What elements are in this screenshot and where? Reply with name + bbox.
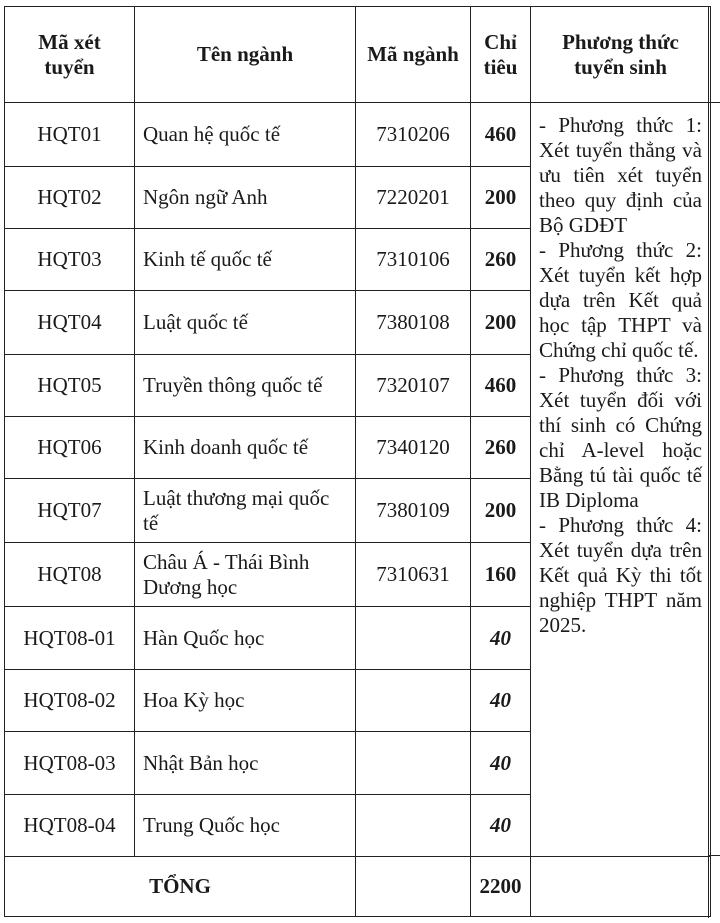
- cell-quota: 40: [471, 607, 531, 670]
- total-label: TỔNG: [5, 857, 356, 917]
- cell-quota: 200: [471, 291, 531, 355]
- cell-code: HQT02: [5, 167, 135, 229]
- cell-quota: 160: [471, 543, 531, 607]
- cell-code: HQT08-02: [5, 670, 135, 732]
- cell-name: Trung Quốc học: [135, 795, 356, 857]
- cell-quota: 200: [471, 479, 531, 543]
- method-item: - Phương thức 2: Xét tuyển kết hợp dựa trên Kết quả học tập THPT và Chứng chỉ quốc tế.: [539, 238, 702, 362]
- cell-major-code: 7310206: [356, 103, 471, 167]
- header-method: Phương thức tuyển sinh: [531, 7, 711, 103]
- cell-major-code: 7310631: [356, 543, 471, 607]
- total-quota: 2200: [471, 857, 531, 917]
- method-item: - Phương thức 4: Xét tuyển dựa trên Kết quả Kỳ thi tốt nghiệp THPT năm 2025.: [539, 513, 702, 637]
- total-major-code-empty: [356, 857, 471, 917]
- admission-table: [4, 6, 711, 917]
- cell-quota: 460: [471, 103, 531, 167]
- cell-code: HQT08-01: [5, 607, 135, 670]
- cell-major-code: 7340120: [356, 417, 471, 479]
- cell-name: Luật quốc tế: [135, 291, 356, 355]
- cell-name: Truyền thông quốc tế: [135, 355, 356, 417]
- cell-quota: 40: [471, 795, 531, 857]
- total-method-empty: [531, 857, 711, 917]
- cell-name: Châu Á - Thái Bình Dương học: [135, 543, 356, 607]
- cell-quota: 200: [471, 167, 531, 229]
- adjacent-column-line: [708, 855, 720, 856]
- cell-code: HQT08-04: [5, 795, 135, 857]
- cell-code: HQT08: [5, 543, 135, 607]
- cell-major-code: 7310106: [356, 229, 471, 291]
- admission-methods: [531, 103, 711, 857]
- cell-code: HQT03: [5, 229, 135, 291]
- cell-code: HQT08-03: [5, 732, 135, 795]
- cell-major-code: [356, 795, 471, 857]
- cell-major-code: 7220201: [356, 167, 471, 229]
- cell-code: HQT01: [5, 103, 135, 167]
- header-row: [5, 7, 711, 103]
- adjacent-column-edge: [708, 6, 720, 918]
- cell-quota: 260: [471, 417, 531, 479]
- method-item: - Phương thức 3: Xét tuyển đối với thí sinh có Chứng chỉ A-level hoặc Bằng tú tài quốc tế IB Diploma: [539, 363, 702, 512]
- cell-name: Hàn Quốc học: [135, 607, 356, 670]
- cell-major-code: 7380108: [356, 291, 471, 355]
- cell-name: Kinh tế quốc tế: [135, 229, 356, 291]
- cell-name: Hoa Kỳ học: [135, 670, 356, 732]
- cell-name: Nhật Bản học: [135, 732, 356, 795]
- cell-name: Ngôn ngữ Anh: [135, 167, 356, 229]
- cell-code: HQT05: [5, 355, 135, 417]
- adjacent-column-line: [708, 102, 720, 103]
- header-quota: Chỉ tiêu: [471, 7, 531, 103]
- cell-code: HQT07: [5, 479, 135, 543]
- cell-code: HQT06: [5, 417, 135, 479]
- cell-major-code: 7320107: [356, 355, 471, 417]
- cell-quota: 260: [471, 229, 531, 291]
- cell-major-code: [356, 607, 471, 670]
- cell-major-code: 7380109: [356, 479, 471, 543]
- cell-name: Quan hệ quốc tế: [135, 103, 356, 167]
- total-row: [5, 857, 711, 917]
- header-major-code: Mã ngành: [356, 7, 471, 103]
- cell-quota: 40: [471, 732, 531, 795]
- header-code: Mã xét tuyển: [5, 7, 135, 103]
- cell-code: HQT04: [5, 291, 135, 355]
- cell-major-code: [356, 670, 471, 732]
- cell-name: Luật thương mại quốc tế: [135, 479, 356, 543]
- method-item: - Phương thức 1: Xét tuyển thẳng và ưu tiên xét tuyển theo quy định của Bộ GDĐT: [539, 113, 702, 237]
- header-name: Tên ngành: [135, 7, 356, 103]
- table-row: [5, 103, 711, 167]
- cell-quota: 40: [471, 670, 531, 732]
- cell-name: Kinh doanh quốc tế: [135, 417, 356, 479]
- cell-quota: 460: [471, 355, 531, 417]
- cell-major-code: [356, 732, 471, 795]
